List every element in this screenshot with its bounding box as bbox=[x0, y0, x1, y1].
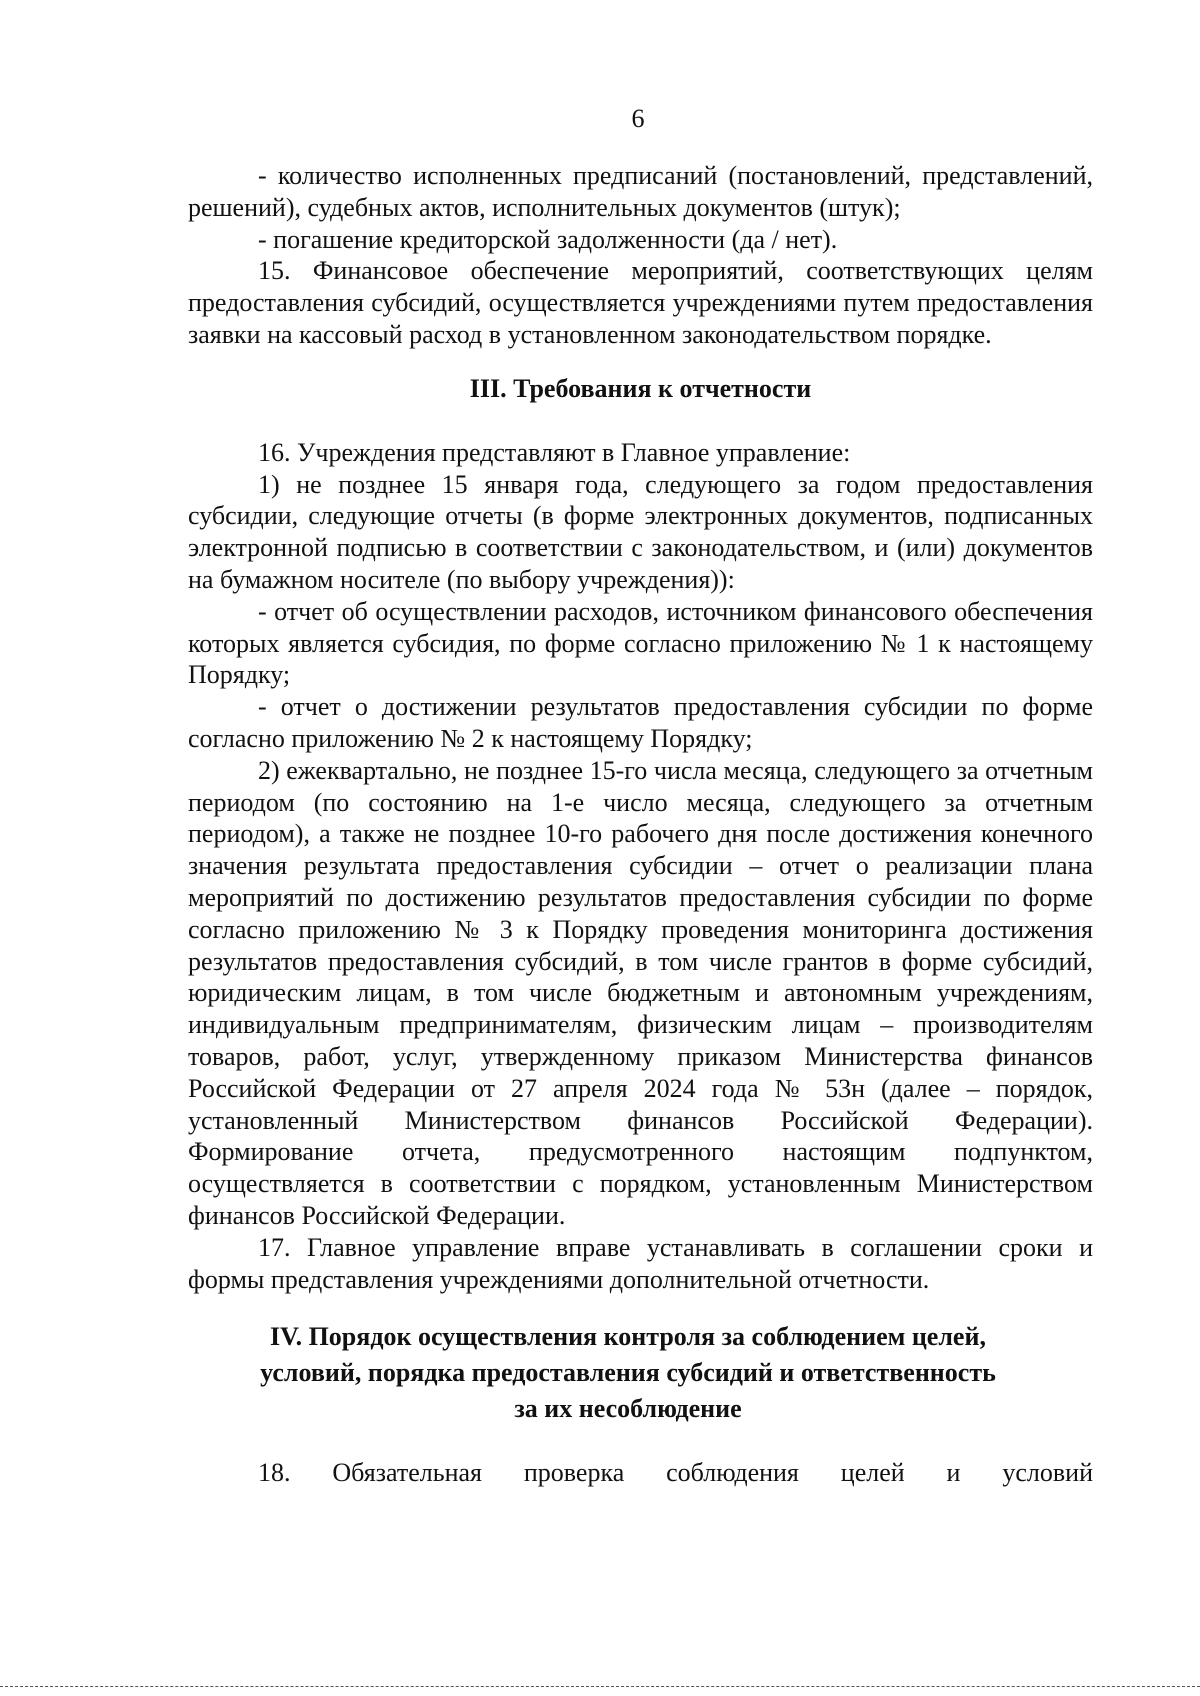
section-3-heading: III. Требования к отчетности bbox=[469, 373, 812, 403]
section-4-heading-line: IV. Порядок осуществления контроля за соблюдением целей, bbox=[270, 1322, 986, 1352]
scan-bottom-edge bbox=[0, 1686, 1200, 1687]
list-item-executed-orders: - количество исполненных предписаний (постановлений, представлений, решений), судебных актов, исполнительных документов (штук); bbox=[188, 161, 1093, 222]
list-item-debt-repayment: - погашение кредиторской задолженности (да / нет). bbox=[258, 224, 838, 254]
section-4-heading-line: за их несоблюдение bbox=[514, 1394, 742, 1424]
clause-17: 17. Главное управление вправе устанавливать в соглашении сроки и формы представления учреждениями дополнительной отчетности. bbox=[188, 1232, 1093, 1294]
section-4-heading-line: условий, порядка предоставления субсидий и ответственность bbox=[260, 1358, 996, 1388]
clause-18: 18. Обязательная проверка соблюдения целей и условий bbox=[258, 1458, 1093, 1488]
document-body bbox=[188, 160, 1093, 1489]
clause-16-item-1: 1) не позднее 15 января года, следующего за годом предоставления субсидии, следующие отчеты (в форме электронных документов, подписанных электронной подписью в соответствии с законодательством, и (или) документов на бумажном носителе (по выбору учреждения)): bbox=[188, 469, 1093, 594]
clause-15: 15. Финансовое обеспечение мероприятий, соответствующих целям предоставления субсидий, осуществляется учреждениями путем предоставления заявки на кассовый расход в установленном законодательством порядке. bbox=[188, 256, 1093, 349]
report-expenses-item: - отчет об осуществлении расходов, источником финансового обеспечения которых является субсидия, по форме согласно приложению № 1 к настоящему Порядку; bbox=[188, 596, 1093, 690]
clause-16-item-2: 2) ежеквартально, не позднее 15-го числа месяца, следующего за отчетным периодом (по состоянию на 1-е число месяца, следующего за отчетным периодом), а также не позднее 10-го рабочего дня после достижения конечного значения результата предоставления субсидии – отчет о реализации плана мероприятий по достижению результатов предоставления субсидии по форме согласно приложению № 3 к Порядку проведения мониторинга достижения результатов предоставления субсидий, в том числе грантов в форме субсидий, юридическим лицам, в том числе бюджетным и автономным учреждениям, индивидуальным предпринимателям, физическим лицам – производителям товаров, работ, услуг, утвержденному приказом Министерства финансов Российской Федерации от 27 апреля 2024 года № 53н (далее – порядок, установленный Министерством финансов Российской Федерации). Формирование отчета, предусмотренного настоящим подпунктом, осуществляется в соответствии с порядком, установленным Министерством финансов Российской Федерации. bbox=[188, 755, 1093, 1230]
clause-16: 16. Учреждения представляют в Главное управление: bbox=[258, 437, 851, 467]
section-4-heading bbox=[188, 1319, 1068, 1427]
report-results-item: - отчет о достижении результатов предоставления субсидии по форме согласно приложению № 2 к настоящему Порядку; bbox=[188, 692, 1093, 753]
page-number: 6 bbox=[631, 104, 645, 133]
